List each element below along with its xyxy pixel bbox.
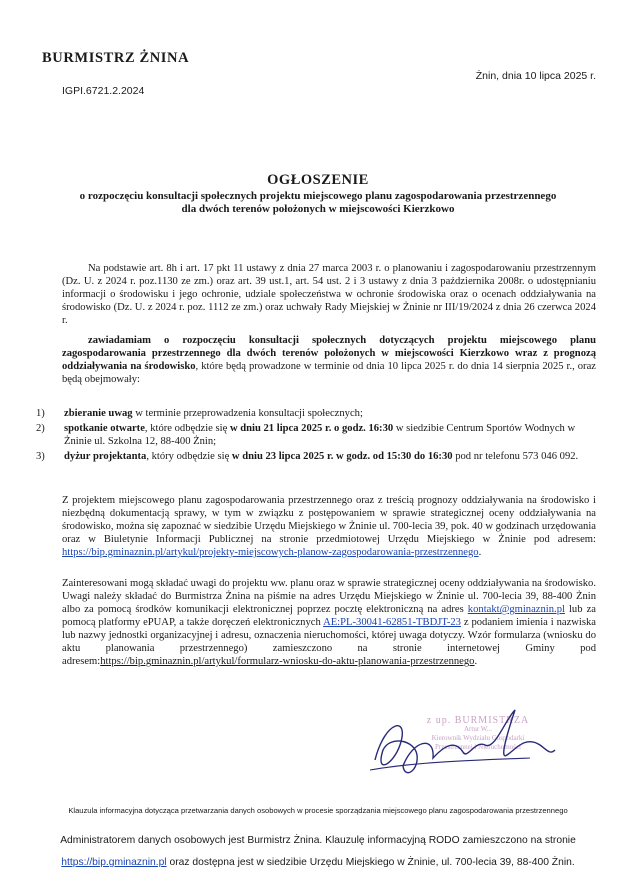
stamp-line: z up. BURMISTRZA — [426, 715, 530, 726]
gdpr-line-2-text: oraz dostępna jest w siedzibie Urzędu Miejskiego w Żninie, ul. 700-lecia 39, 88-400 Żnin. — [166, 857, 575, 868]
notice-paragraph — [62, 334, 596, 386]
ade-address-link[interactable]: AE:PL-30041-62851-TBDJT-23 — [323, 617, 461, 628]
list-item — [36, 407, 598, 420]
authority-heading: BURMISTRZ ŻNINA — [42, 50, 190, 66]
form-link[interactable]: https://bip.gminaznin.pl/artykul/formularz-wniosku-do-aktu-planowania-przestrzennego — [100, 656, 475, 667]
document-subtitle — [60, 190, 576, 216]
stamp-line: Artur W... — [464, 725, 492, 733]
legal-basis-paragraph: Na podstawie art. 8h i art. 17 pkt 11 ustawy z dnia 27 marca 2003 r. o planowaniu i zagospodarowaniu przestrzennym (Dz. U. z 2024 r. poz.1130 ze zm.) oraz art. 39 ust.1, art. 54 ust. 2 i 3 ustawy z dnia 3 października 2008r. o udostępnianiu informacji o środowisku i jego ochronie, udziale społeczeństwa w ochronie środowiska oraz o ocenach oddziaływania na środowisko (Dz. U. z 2024 r. poz. 1112 ze zm.) oraz uchwały Rady Miejskiej w Żninie nr III/19/2024 z dnia 26 czerwca 2024 r. — [62, 263, 596, 326]
place-date: Żnin, dnia 10 lipca 2025 r. — [475, 70, 596, 82]
comments-paragraph — [62, 577, 596, 668]
comments-text: lub za pomocą platformy ePUAP, a także doręczeń elektronicznych — [62, 604, 596, 628]
list-number: 3) — [36, 451, 45, 462]
list-item-text: w terminie przeprowadzenia konsultacji społecznych; — [132, 408, 363, 419]
reference-number: IGPI.6721.2.2024 — [62, 85, 145, 97]
email-link[interactable]: kontakt@gminaznin.pl — [467, 604, 565, 615]
period: . — [474, 656, 478, 667]
activities-list — [36, 407, 598, 465]
list-item-bold: dyżur projektanta — [64, 451, 147, 462]
notice-rest: , które będą prowadzone w terminie od dnia 10 lipca 2025 r. do dnia 14 sierpnia 2025 r., oraz będą obejmowały: — [62, 361, 596, 385]
list-item-text: , które odbędzie się — [144, 423, 230, 434]
stamp-line: Kierownik Wydziału Gospodarki — [431, 734, 525, 742]
gdpr-line-1: Administratorem danych osobowych jest Burmistrz Żnina. Klauzulę informacyjną RODO zamieszczono na stronie — [60, 835, 576, 846]
notice-bold: zawiadamiam o rozpoczęciu konsultacji społecznych dotyczących projektu miejscowego planu zagospodarowania przestrzennego dla dwóch terenów położonych w miejscowości Kierzkowo wraz z prognozą oddziaływania na środowisko — [62, 335, 596, 372]
list-item — [36, 422, 598, 448]
list-item-text: w siedzibie Centrum Sportów Wodnych w Żninie ul. Szkolna 12, 88-400 Żnin; — [64, 423, 576, 447]
list-item-bold-date: w dniu 21 lipca 2025 r. o godz. 16:30 — [229, 423, 394, 434]
subtitle-line-1: o rozpoczęciu konsultacji społecznych projektu miejscowego planu zagospodarowania przestrzennego — [79, 190, 557, 202]
documentation-paragraph — [62, 494, 596, 559]
period: . — [478, 547, 482, 558]
documentation-text: Z projektem miejscowego planu zagospodarowania przestrzennego oraz z treścią prognozy oddziaływania na środowisko i niezbędną dokumentacją sprawy, w tym w związku z postępowaniem w sprawie strategicznej oceny oddziaływania na środowisko, można się zapoznać w siedzibie Urzędu Miejskiego w Żninie ul. 700-lecia 39, pok. 40 w godzinach urzędowania oraz w Biuletynie Informacji Publicznej na stronie przedmiotowej Urzędu Miejskiego w Żninie pod adresem: — [62, 495, 596, 545]
list-item-text: , który odbędzie się — [146, 451, 232, 462]
comments-text: z podaniem imienia i nazwiska lub nazwy jednostki organizacyjnej i adresu, oznaczenia nieruchomości, której uwaga dotyczy. Wzór formularza (wniosku do aktu planowania przestrzennego) zamieszczono na stronie internetowej Gminy pod adresem: — [62, 617, 596, 667]
gdpr-clause — [30, 830, 606, 874]
handwritten-signature — [355, 700, 565, 790]
list-item-bold: spotkanie otwarte — [64, 423, 145, 434]
list-item-text: pod nr telefonu 573 046 092. — [452, 451, 579, 462]
stamp-line: Przestrzennej i Nieruchomości — [435, 743, 521, 751]
comments-text: Zainteresowani mogą składać uwagi do projektu ww. planu oraz w sprawie strategicznej oceny oddziaływania na środowisko. Uwagi należy składać do Burmistrza Żnina na piśmie na adres Urzędu Miejskiego w Żninie ul. 700-lecia 39, 88-400 Żnin albo za pomocą środków komunikacji elektronicznej poprzez pocztę elektroniczną na adres — [62, 578, 596, 615]
bip-plans-link[interactable]: https://bip.gminaznin.pl/artykul/projekty-miejscowych-planow-zagospodarowania-przestrzennego — [62, 547, 479, 558]
list-item-bold: zbieranie uwag — [64, 408, 133, 419]
gdpr-clause-title: Klauzula informacyjna dotycząca przetwarzania danych osobowych w procesie sporządzania miejscowego planu zagospodarowania przestrzennego — [68, 806, 568, 815]
list-item-bold-date: w dniu 23 lipca 2025 r. w godz. od 15:30 do 16:30 — [231, 451, 453, 462]
document-title: OGŁOSZENIE — [267, 172, 369, 188]
bip-link[interactable]: https://bip.gminaznin.pl — [61, 857, 167, 868]
list-number: 1) — [36, 408, 45, 419]
list-number: 2) — [36, 423, 45, 434]
subtitle-line-2: dla dwóch terenów położonych w miejscowości Kierzkowo — [181, 203, 455, 215]
list-item — [36, 450, 598, 463]
